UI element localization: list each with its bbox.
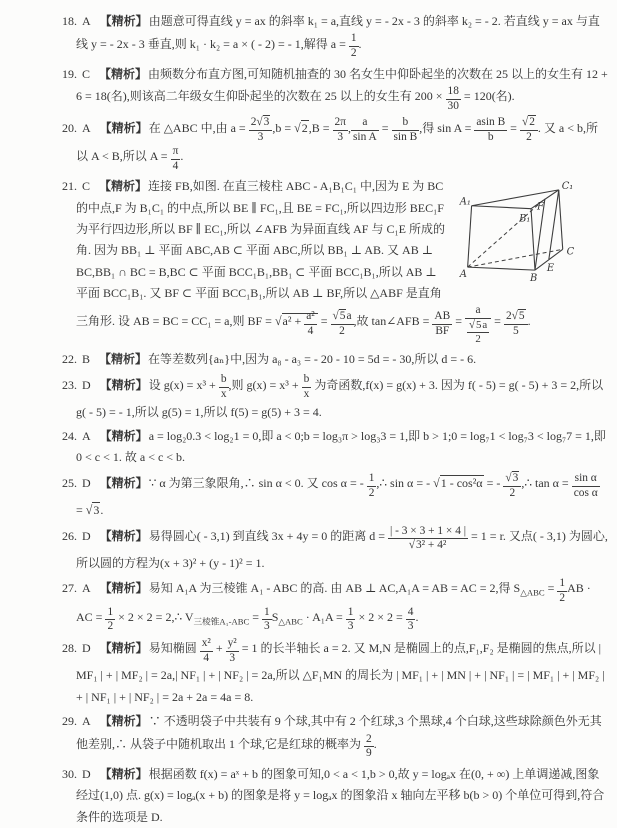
analysis-content: ∵ 不透明袋子中共装有 9 个球,其中有 2 个红球,3 个黑球,4 个白球,这些球除颜色外无其他差别,∴ 从袋子中随机取出 1 个球,它是红球的概率为 $\frac{2}{9}$ .	[76, 714, 602, 760]
answer-letter: C	[82, 66, 91, 81]
answer-letter: D	[82, 475, 91, 490]
analysis-content: a = log₂0.3 < log₂1 = 0,即 a < 0;b = log₃π > log₃3 = 1,即 b > 1;0 = log₇1 < log₇3 < log₇7 = 1,即 0 < c < 1. 故 a < c < b.	[76, 429, 606, 465]
vertex-label: B	[530, 273, 538, 283]
analysis-label: 【精析】	[99, 475, 148, 490]
answer-letter: A	[82, 581, 91, 596]
vertex-label: A₁	[459, 196, 471, 208]
analysis-label: 【精析】	[99, 714, 148, 729]
solution-item-24	[62, 426, 609, 469]
answer-letter: A	[82, 14, 91, 28]
answer-letter: A	[82, 429, 91, 444]
analysis-content: 由频数分布直方图,可知随机抽查的 30 名女生中仰卧起坐的次数在 25 以上的女生有 12 + 6 = 18(名),则该高二年级女生仰卧起坐的次数在 25 以上的女生有 200 × $\frac{18}{30}$ = 120(名).	[76, 66, 608, 112]
answer-letter: D	[82, 766, 91, 781]
analysis-content: 根据函数 f(x) = aˣ + b 的图象可知,0 < a < 1,b > 0,故 y = logₐx 在(0, + ∞) 上单调递减,图象经过(1,0) 点. g(x) = logₐ(x + b) 的图象是将 y = logₐx 的图象沿 x 轴向左平移 b(b > 0) 个单位可得到,符合条件的选项是 D.	[76, 766, 605, 824]
analysis-label: 【精析】	[99, 581, 148, 596]
analysis-label: 【精析】	[99, 179, 148, 194]
triangular-prism-figure	[459, 178, 609, 282]
analysis-label: 【精析】	[99, 66, 148, 81]
question-number: 18.	[62, 14, 77, 28]
analysis-label: 【精析】	[99, 641, 148, 656]
solution-item-23	[62, 373, 609, 423]
solution-item-30	[62, 764, 609, 828]
answer-letter: D	[82, 377, 91, 392]
analysis-label: 【精析】	[99, 766, 148, 781]
answer-letter: B	[82, 352, 91, 367]
question-number: 26.	[62, 528, 77, 543]
question-number: 30.	[62, 766, 77, 781]
question-number: 24.	[62, 429, 77, 444]
question-number: 25.	[62, 475, 77, 490]
analysis-content: 在 △ABC 中,由 a = $\frac{2√3}{3}$ ,b = √2,B = $\frac{2\pi}{3}$ , $\frac{a}{\text{sin A}}$ = $\frac{b}{\text{sin B}}$ ,得 sin A = $\frac{\text{asin B}}{b}$ = $\frac{√2}{2}$ . 又 a < b,所以 A < B,所以 A = $\frac{\pi}{4}$ .	[76, 116, 599, 172]
analysis-content: 易得圆心( - 3,1) 到直线 3x + 4y = 0 的距离 d = $\frac{| - 3 \times 3 + 1 \times 4 |}{\text{√3² + 4²}}$ = 1 = r. 又点( - 3,1) 为圆心,所以圆的方程为(x + 3)² + (y - 1)² = 1.	[76, 524, 608, 570]
solution-item-19	[62, 64, 609, 114]
analysis-content: 设 g(x) = x³ + $\frac{b}{x}$ ,则 g(x) = x³ + $\frac{b}{x}$ 为奇函数,f(x) = g(x) + 3. 因为 f( - 5) = g( - 5) + 3 = 2,所以 g( - 5) = - 1,所以 g(5) = 1,所以 f(5) = g(5) + 3 = 4.	[76, 373, 604, 419]
analysis-content: 在等差数列{aₙ}中,因为 a₈ - a₃ = - 20 - 10 = 5d = - 30,所以 d = - 6.	[148, 352, 477, 367]
solution-item-29	[62, 711, 609, 761]
question-number: 21.	[62, 179, 77, 194]
solution-item-26	[62, 525, 609, 575]
solution-item-27	[62, 577, 609, 634]
solution-item-22	[62, 349, 609, 370]
solution-item-20	[62, 116, 609, 173]
analysis-content: 易知 A₁A 为三棱锥 A₁ - ABC 的高. 由 AB ⊥ AC,A₁A = AB = AC = 2,得 $S_{\triangle ABC}$ = $\frac{1}{2}$ AB · AC = $\frac{1}{2}$ × 2 × 2 = 2,∴ $V_{三棱锥A_1-ABC}$ = $\frac{1}{3}$ $S_{\triangle ABC} \cdot A_1A$ = $\frac{1}{3}$ × 2 × 2 = $\frac{4}{3}$ .	[76, 577, 591, 633]
prism-edges	[468, 190, 563, 270]
question-number: 27.	[62, 581, 77, 596]
analysis-label: 【精析】	[99, 528, 148, 543]
answer-letter: D	[82, 641, 91, 656]
solution-item-18	[62, 11, 609, 61]
analysis-content: ∵ α 为第三象限角,∴ sin α < 0. 又 cos α = - $\frac{1}{2}$ ,∴ sin α = - √1 - cos²α = - $\frac{√3}{2}$ ,∴ tan α = $\frac{\text{sin α}}{\text{cos α}}$ = √3.	[76, 471, 598, 518]
solution-item-28	[62, 637, 609, 708]
vertex-label: F	[536, 201, 544, 213]
vertex-label: E	[546, 263, 555, 275]
question-number: 19.	[62, 66, 77, 81]
question-number: 23.	[62, 377, 77, 392]
answer-letter: D	[82, 528, 91, 543]
analysis-label: 【精析】	[99, 352, 148, 367]
vertex-label: C	[566, 246, 575, 258]
question-number: 28.	[62, 641, 77, 656]
question-number: 20.	[62, 120, 77, 135]
question-number: 29.	[62, 714, 77, 729]
solution-item-25	[62, 472, 609, 522]
question-number: 22.	[62, 352, 77, 367]
solution-item-21	[62, 176, 609, 346]
analysis-label: 【精析】	[99, 120, 148, 135]
vertex-label: B₁	[519, 213, 531, 225]
analysis-content: 易知椭圆 $\frac{\text{x²}}{4}$ + $\frac{\text{y²}}{3}$ = 1 的长半轴长 a = 2. 又 M,N 是椭圆上的点,F₁,F₂ 是椭圆的焦点,所以 | MF₁ | + | MF₂ | = 2a,| NF₁ | + | NF₂ | = 2a,所以 △F₁MN 的周长为 | MF₁ | + | MN | + | NF₁ | = | MF₁ | + | MF₂ | + | NF₁ | + | NF₂ | = 2a + 2a = 4a = 8.	[76, 637, 605, 704]
analysis-content: 连接 FB,如图. 在直三棱柱 ABC - A₁B₁C₁ 中,因为 E 为 BC 的中点,F 为 B₁C₁ 的中点,所以 BE ∥ FC₁,且 BE = FC₁,所以四边形 BEC₁F 为平行四边形,所以 BF ∥ EC₁,所以 ∠AFB 为异面直线 AF 与 C₁E 所成的角. 因为 BB₁ ⊥ 平面 ABC,AB ⊂ 平面 ABC,所以 BB₁ ⊥ AB. 又 AB ⊥ BC,BB₁ ∩ BC = B,BC ⊂ 平面 BCC₁B₁,BB₁ ⊂ 平面 BCC₁B₁,所以 AB ⊥ 平面 BCC₁B₁. 又 BF ⊂ 平面 BCC₁B₁,所以 AB ⊥ BF,所以 △ABF 是直角三角形. 设 AB = BC = CC₁ = a,则 BF = √a² + $\frac{\text{a²}}{4}$ = $\frac{√5a}{2}$ ,故 tan∠AFB = $\frac{AB}{BF}$ = $\frac{a}{\frac{√5a}{2}}$ = $\frac{2√5}{5}$ .	[76, 179, 531, 346]
answer-letter: C	[82, 179, 91, 194]
analysis-label: 【精析】	[99, 14, 148, 28]
vertex-label: C₁	[561, 181, 574, 193]
analysis-label: 【精析】	[99, 429, 148, 444]
answer-letter: A	[82, 120, 91, 135]
analysis-content: 由题意可得直线 y = ax 的斜率 k₁ = a,直线 y = - 2x - 3 的斜率 k₂ = - 2. 若直线 y = ax 与直线 y = - 2x - 3 垂直,则 k₁ · k₂ = a × ( - 2) = - 1,解得 a = $\frac{1}{2}$ .	[76, 14, 600, 60]
analysis-label: 【精析】	[99, 377, 148, 392]
vertex-label: A	[459, 269, 467, 281]
answer-letter: A	[82, 714, 91, 729]
